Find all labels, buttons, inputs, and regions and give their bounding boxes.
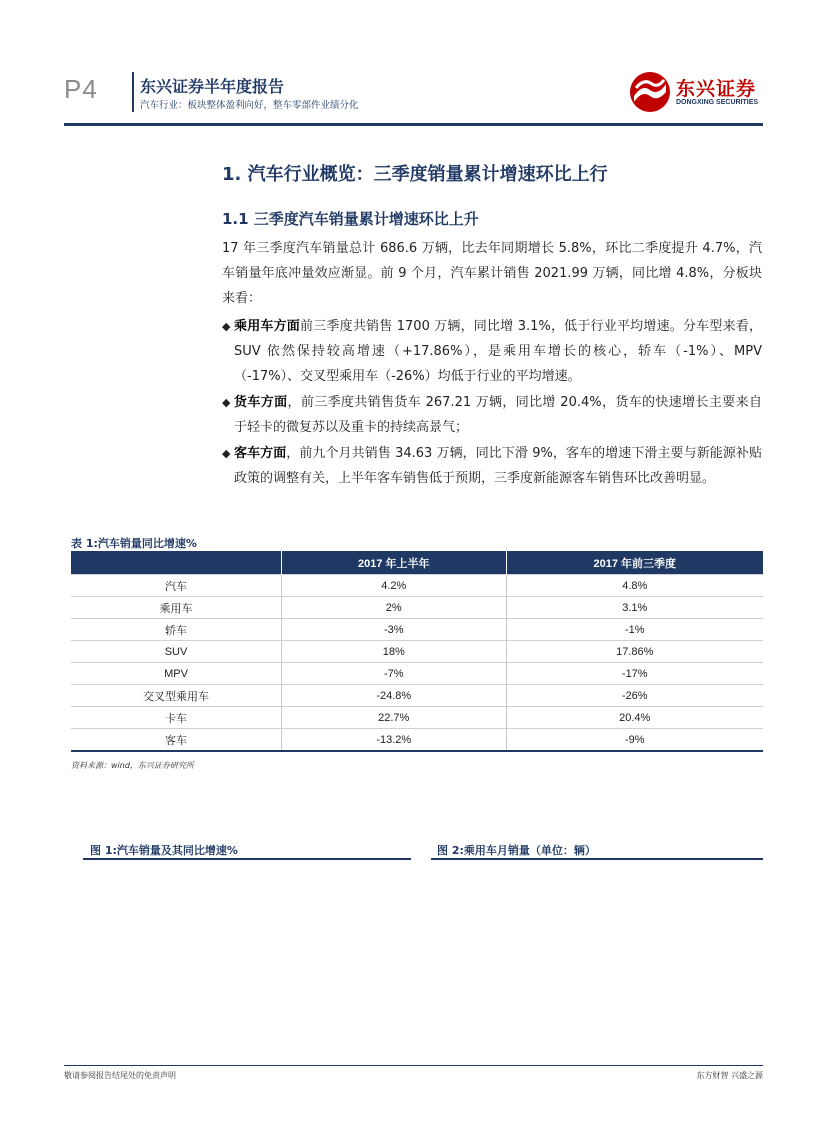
sales-growth-table bbox=[71, 551, 763, 752]
table-row bbox=[71, 597, 763, 619]
header-separator bbox=[132, 72, 134, 112]
table-cell: 乘用车 bbox=[71, 597, 282, 619]
table-cell: 卡车 bbox=[71, 707, 282, 729]
table-cell: 4.8% bbox=[506, 575, 763, 597]
logo-text-cn: 东兴证券 bbox=[676, 78, 757, 100]
table-cell: 3.1% bbox=[506, 597, 763, 619]
table-cell: 2% bbox=[282, 597, 507, 619]
table-caption: 表 1:汽车销量同比增速% bbox=[71, 537, 197, 550]
table-cell: -9% bbox=[506, 729, 763, 752]
table-cell: -3% bbox=[282, 619, 507, 641]
bullet-text: ，前九个月共销售 34.63 万辆，同比下滑 9%，客车的增速下滑主要与新能源补贴政策的调整有关，上半年客车销售低于预期，三季度新能源客车销售环比改善明显。 bbox=[234, 446, 762, 486]
bullet-bold-label: 客车方面 bbox=[234, 446, 287, 461]
table-cell: -26% bbox=[506, 685, 763, 707]
footer-disclaimer: 敬请参阅报告结尾处的免责声明 bbox=[64, 1071, 176, 1080]
table-cell: 18% bbox=[282, 641, 507, 663]
table-row bbox=[71, 729, 763, 752]
header-rule bbox=[64, 123, 763, 126]
logo-mark-icon bbox=[628, 70, 672, 114]
company-logo bbox=[628, 70, 763, 114]
report-subtitle: 汽车行业：板块整体盈利向好，整车零部件业绩分化 bbox=[140, 100, 359, 111]
table-row bbox=[71, 619, 763, 641]
bullet-text: 前三季度共销售 1700 万辆，同比增 3.1%，低于行业平均增速。分车型来看，SUV 依然保持较高增速（+17.86%），是乘用车增长的核心，轿车（-1%）、MPV（-17%）、交叉型乘用车（-26%）均低于行业的平均增速。 bbox=[234, 319, 762, 384]
table-cell: MPV bbox=[71, 663, 282, 685]
intro-paragraph: 17 年三季度汽车销量总计 686.6 万辆，比去年同期增长 5.8%，环比二季度提升 4.7%，汽车销量年底冲量效应渐显。前 9 个月，汽车累计销售 2021.99 万辆，同比增 4.8%，分板块来看： bbox=[222, 241, 762, 306]
bullet-trucks bbox=[222, 390, 762, 440]
table-header-row bbox=[71, 551, 763, 575]
diamond-bullet-icon: ◆ bbox=[222, 320, 231, 333]
table-header-cell: 2017 年前三季度 bbox=[506, 551, 763, 575]
report-title: 东兴证券半年度报告 bbox=[140, 77, 285, 96]
page-number: P4 bbox=[64, 74, 98, 104]
diamond-bullet-icon: ◆ bbox=[222, 396, 231, 409]
bullet-bold-label: 乘用车方面 bbox=[234, 319, 301, 334]
logo-text-en: DONGXING SECURITIES bbox=[676, 99, 759, 106]
table-cell: 20.4% bbox=[506, 707, 763, 729]
table-cell: -17% bbox=[506, 663, 763, 685]
table-cell: 交叉型乘用车 bbox=[71, 685, 282, 707]
table-cell: 4.2% bbox=[282, 575, 507, 597]
table-row bbox=[71, 641, 763, 663]
table-cell: 轿车 bbox=[71, 619, 282, 641]
figure-2-rule bbox=[431, 858, 763, 860]
bullet-passenger-cars bbox=[222, 314, 762, 389]
table-row bbox=[71, 663, 763, 685]
figure-1-caption: 图 1:汽车销量及其同比增速% bbox=[90, 844, 238, 857]
table-cell: SUV bbox=[71, 641, 282, 663]
table-cell: 客车 bbox=[71, 729, 282, 752]
footer-rule bbox=[64, 1065, 763, 1066]
table-cell: 22.7% bbox=[282, 707, 507, 729]
diamond-bullet-icon: ◆ bbox=[222, 447, 231, 460]
bullet-text: ，前三季度共销售货车 267.21 万辆，同比增 20.4%，货车的快速增长主要来自于轻卡的微复苏以及重卡的持续高景气； bbox=[234, 395, 762, 435]
table-cell: -24.8% bbox=[282, 685, 507, 707]
figure-1-rule bbox=[83, 858, 411, 860]
figure-2-caption: 图 2:乘用车月销量（单位：辆） bbox=[437, 844, 596, 857]
bullet-buses bbox=[222, 441, 762, 491]
table-row bbox=[71, 707, 763, 729]
table-source-note: 资料来源：wind，东兴证券研究所 bbox=[71, 761, 194, 770]
section-heading: 1. 汽车行业概览：三季度销量累计增速环比上行 bbox=[222, 164, 608, 185]
footer-slogan: 东方财智 兴盛之源 bbox=[696, 1071, 763, 1080]
table-cell: 17.86% bbox=[506, 641, 763, 663]
subsection-heading: 1.1 三季度汽车销量累计增速环比上升 bbox=[222, 210, 479, 228]
table-header-cell: 2017 年上半年 bbox=[282, 551, 507, 575]
table-cell: -13.2% bbox=[282, 729, 507, 752]
table-cell: -1% bbox=[506, 619, 763, 641]
table-row bbox=[71, 685, 763, 707]
table-cell: 汽车 bbox=[71, 575, 282, 597]
table-cell: -7% bbox=[282, 663, 507, 685]
bullet-bold-label: 货车方面 bbox=[234, 395, 288, 410]
table-header-cell bbox=[71, 551, 282, 575]
table-row bbox=[71, 575, 763, 597]
